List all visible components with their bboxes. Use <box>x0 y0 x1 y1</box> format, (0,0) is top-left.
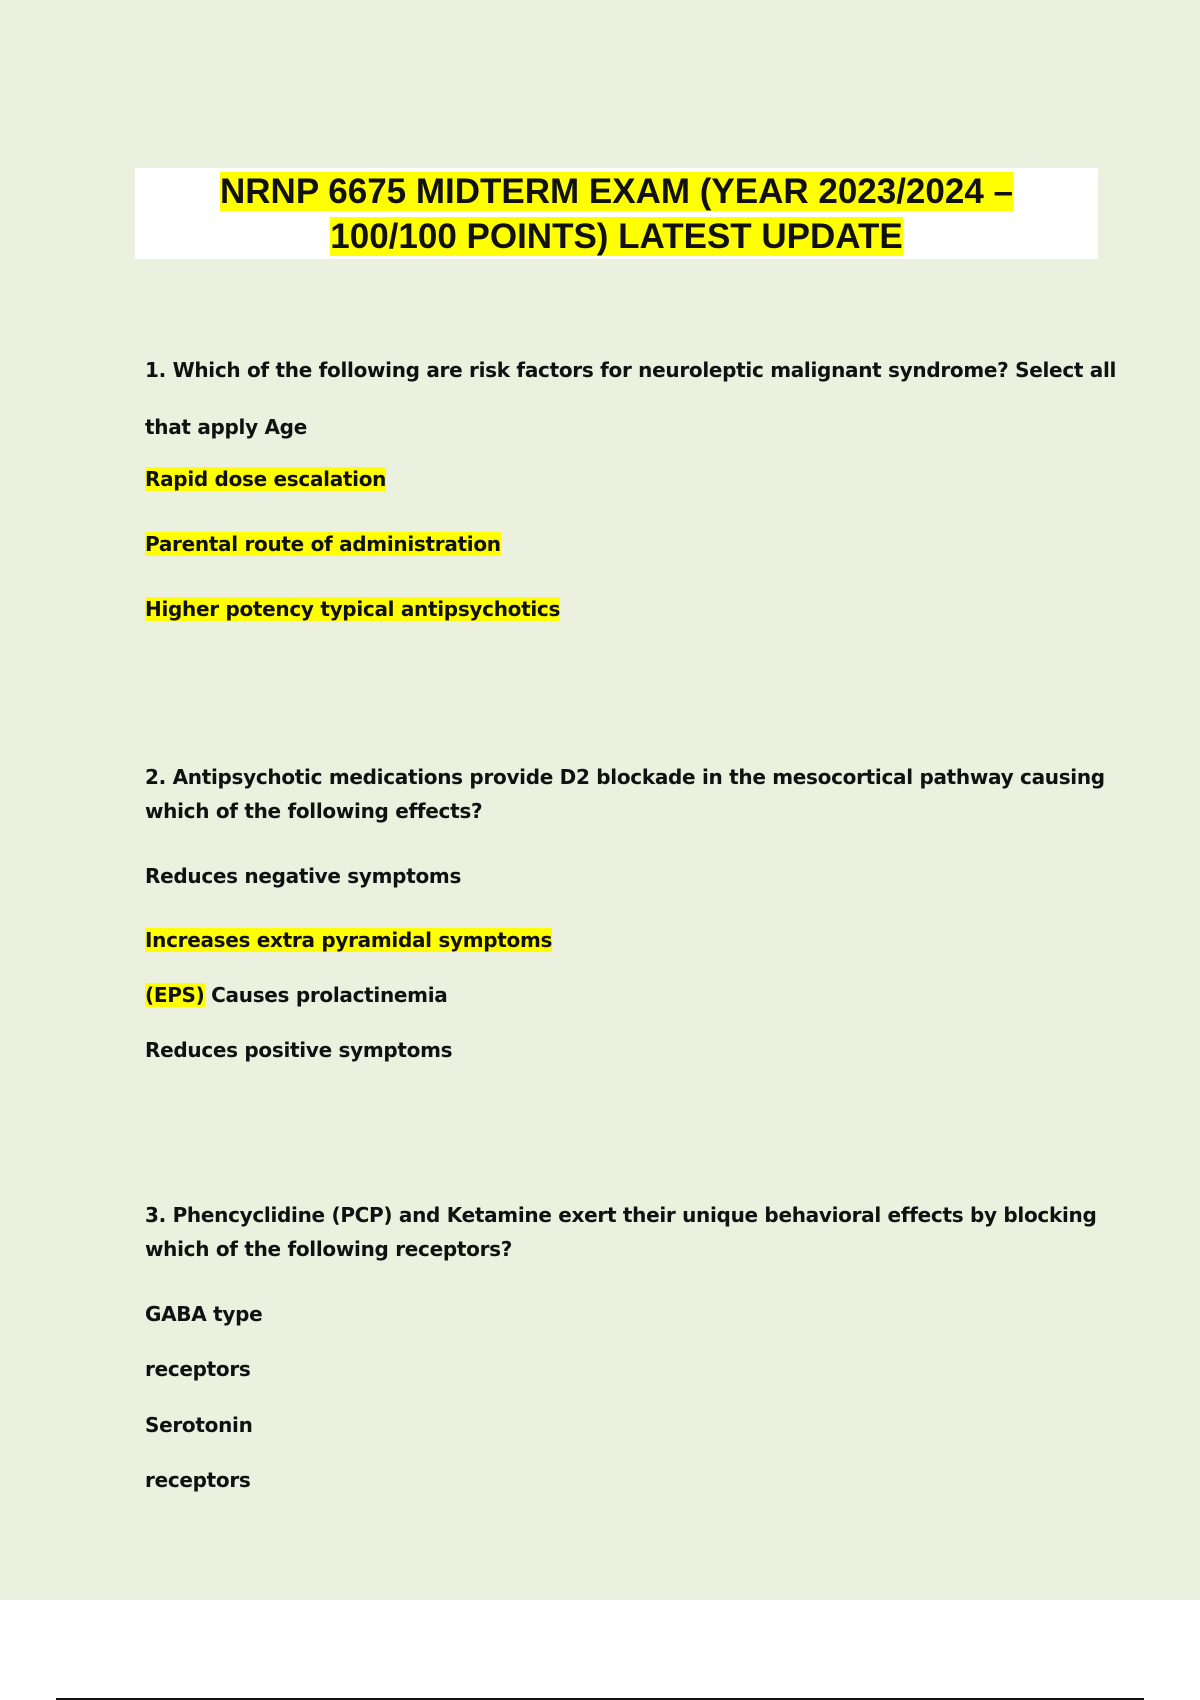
question-1-option <box>145 532 501 556</box>
answer-highlight: Parental route of administration <box>145 532 501 556</box>
question-2-option: Reduces negative symptoms <box>145 864 462 888</box>
question-2-option <box>145 983 447 1007</box>
question-1-text: 1. Which of the following are risk factors for neuroleptic malignant syndrome? Select all <box>145 358 1117 382</box>
question-2-text: 2. Antipsychotic medications provide D2 blockade in the mesocortical pathway causing <box>145 765 1105 789</box>
question-2-option: Reduces positive symptoms <box>145 1038 453 1062</box>
answer-highlight: Higher potency typical antipsychotics <box>145 597 561 621</box>
question-3-option: receptors <box>145 1357 251 1381</box>
question-3-text-cont: which of the following receptors? <box>145 1237 513 1261</box>
title-line-1: NRNP 6675 MIDTERM EXAM (YEAR 2023/2024 – <box>220 172 1013 211</box>
question-1-option <box>145 467 386 491</box>
question-2-text-cont: which of the following effects? <box>145 799 483 823</box>
option-text: Causes prolactinemia <box>204 983 448 1007</box>
question-3-option: receptors <box>145 1468 251 1492</box>
question-2-option <box>145 928 552 952</box>
question-1-option <box>145 597 560 621</box>
answer-highlight: Rapid dose escalation <box>145 467 387 491</box>
answer-highlight: (EPS) <box>145 983 205 1007</box>
question-3-option: Serotonin <box>145 1413 253 1437</box>
document-title <box>135 168 1098 259</box>
question-1-text-cont: that apply Age <box>145 415 307 439</box>
question-3-text: 3. Phencyclidine (PCP) and Ketamine exert their unique behavioral effects by blocking <box>145 1203 1097 1227</box>
title-line-2: 100/100 POINTS) LATEST UPDATE <box>330 217 903 256</box>
question-3-option: GABA type <box>145 1302 263 1326</box>
answer-highlight: Increases extra pyramidal symptoms <box>145 928 553 952</box>
